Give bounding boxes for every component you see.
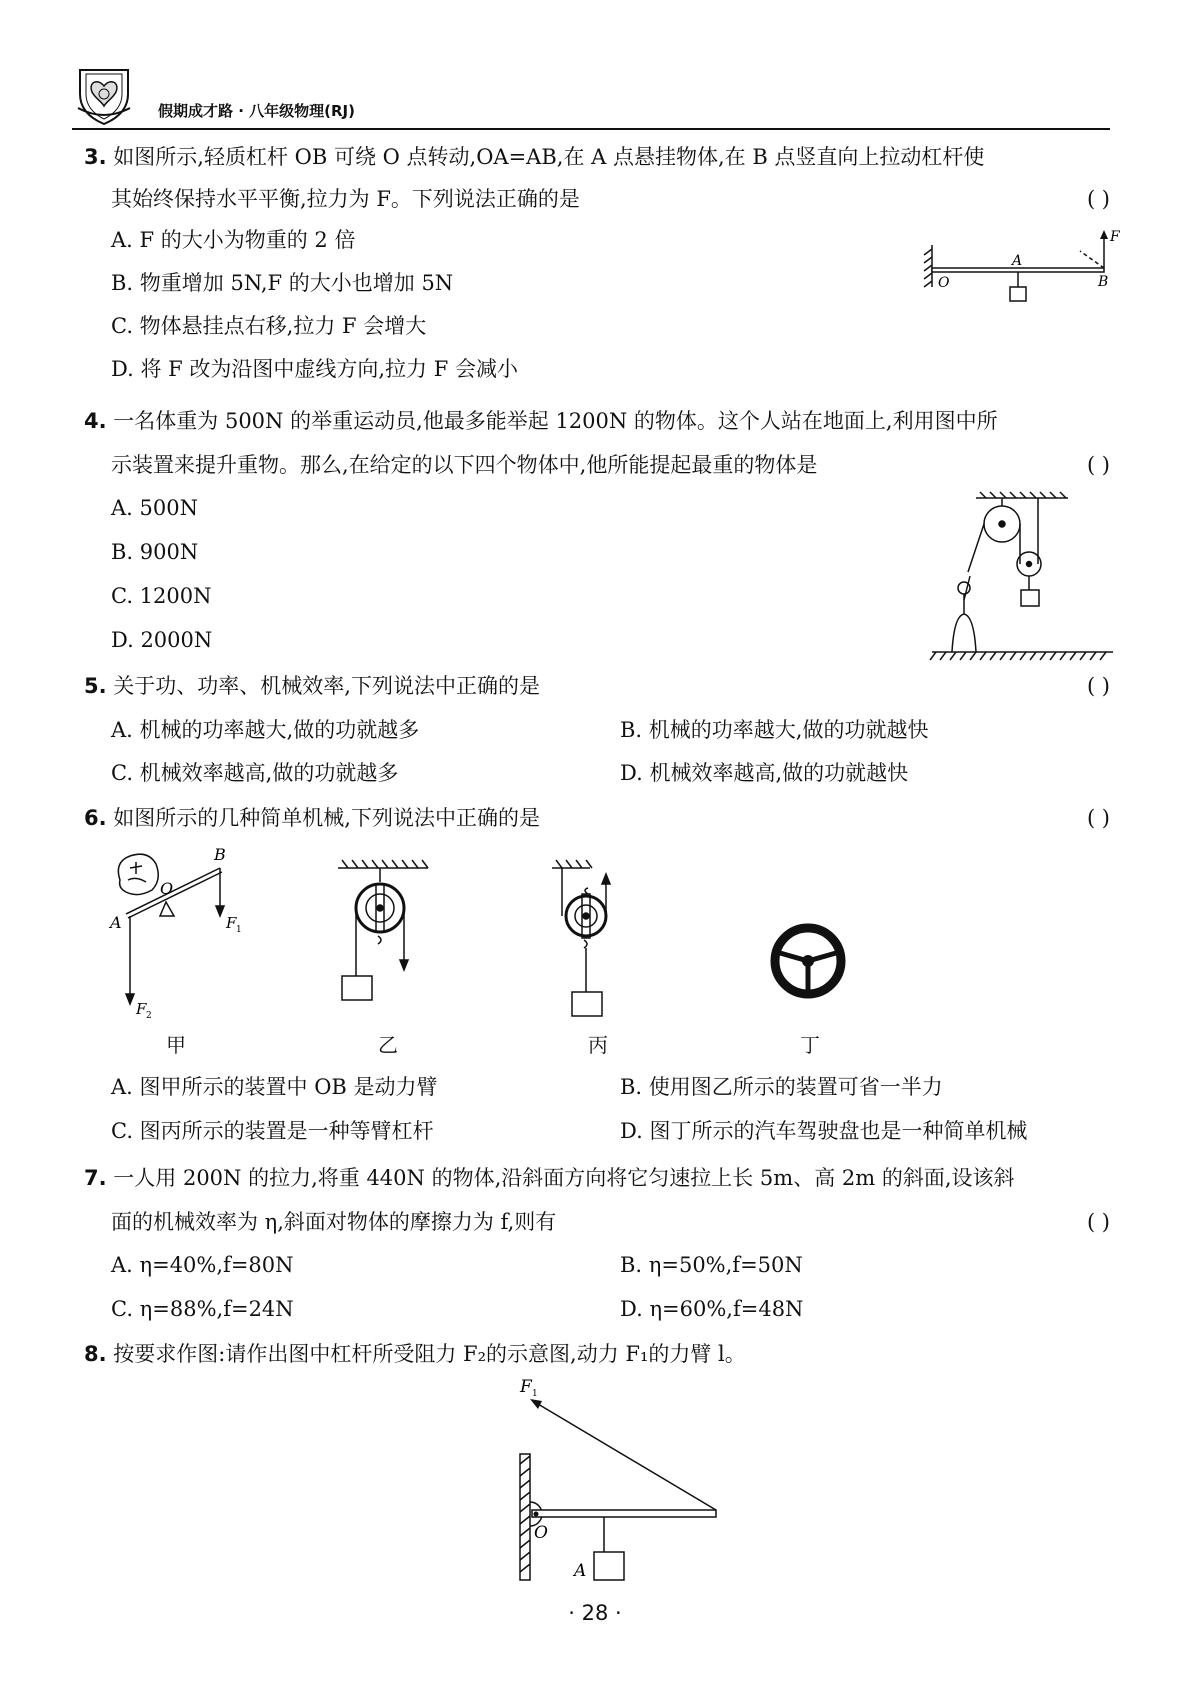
q6-jia-label-o: O [160,879,174,898]
q5-option-b[interactable]: B. 机械的功率越大,做的功就越快 [620,718,929,742]
q6-stem: 如图所示的几种简单机械,下列说法中正确的是 [113,806,540,830]
q6-caption-jia: 甲 [166,1033,186,1057]
q6-figure-bing [548,860,638,1020]
q6-jia-label-a: A [110,913,122,932]
page-header [72,64,1110,128]
q4-pulley-figure [918,492,1118,662]
q6-figure-yi [328,860,438,1010]
q6-jia-label-f1: F [226,914,237,932]
q3-number: 3. [84,145,107,169]
q3-stem1: 如图所示,轻质杠杆 OB 可绕 O 点转动,OA=AB,在 A 点悬挂物体,在 B 点竖直向上拉动杠杆使 [113,145,985,169]
q7-option-b[interactable]: B. η=50%,f=50N [620,1253,803,1277]
q5-option-c[interactable]: C. 机械效率越高,做的功就越多 [111,761,399,785]
q6-caption-ding: 丁 [800,1033,820,1057]
q6-option-c[interactable]: C. 图丙所示的装置是一种等臂杠杆 [111,1119,434,1143]
q7-stem1: 一人用 200N 的拉力,将重 440N 的物体,沿斜面方向将它匀速拉上长 5m、高 2m 的斜面,设该斜 [113,1166,1015,1190]
q5-stem-line [84,674,540,698]
q6-jia-label-f2: F [136,1000,147,1018]
q6-answer-blank[interactable]: ( ) [1086,806,1110,830]
q3-label-o: O [938,275,950,291]
q4-option-a[interactable]: A. 500N [111,496,198,520]
q3-answer-blank[interactable]: ( ) [1086,187,1110,211]
q6-caption-yi: 乙 [378,1033,398,1057]
q4-option-c[interactable]: C. 1200N [111,584,212,608]
q4-number: 4. [84,409,107,433]
q3-option-a[interactable]: A. F 的大小为物重的 2 倍 [111,228,356,252]
q4-option-b[interactable]: B. 900N [111,540,199,564]
q5-option-a[interactable]: A. 机械的功率越大,做的功就越多 [111,718,420,742]
q7-answer-blank[interactable]: ( ) [1086,1210,1110,1234]
q7-stem-line1 [84,1166,1015,1190]
q8-label-a: A [574,1561,587,1581]
q5-stem: 关于功、功率、机械效率,下列说法中正确的是 [113,674,540,698]
q7-option-c[interactable]: C. η=88%,f=24N [111,1297,294,1321]
q8-label-f1-sub: 1 [532,1389,538,1399]
q4-stem1: 一名体重为 500N 的举重运动员,他最多能举起 1200N 的物体。这个人站在地面上,利用图中所 [113,409,998,433]
q8-label-o: O [534,1523,548,1543]
q6-caption-bing: 丙 [588,1033,608,1057]
page-number: · 28 · [568,1601,622,1625]
q6-figure-ding-steering-wheel [770,923,846,999]
q6-number: 6. [84,806,107,830]
q4-stem2: 示装置来提升重物。那么,在给定的以下四个物体中,他所能提起最重的物体是 [111,453,818,477]
q3-option-d[interactable]: D. 将 F 改为沿图中虚线方向,拉力 F 会减小 [111,357,518,381]
q6-jia-label-f1-sub: 1 [236,925,242,935]
q3-label-f: F [1110,229,1120,245]
q3-stem2: 其始终保持水平平衡,拉力为 F。下列说法正确的是 [111,187,580,211]
q4-stem-line1 [84,409,998,433]
q6-stem-line [84,806,540,830]
header-title: 假期成才路 · 八年级物理(RJ) [158,102,355,120]
q4-option-d[interactable]: D. 2000N [111,628,213,652]
q8-number: 8. [84,1342,107,1366]
q6-option-a[interactable]: A. 图甲所示的装置中 OB 是动力臂 [111,1075,438,1099]
q3-stem-line1 [84,145,984,169]
q3-option-b[interactable]: B. 物重增加 5N,F 的大小也增加 5N [111,271,454,295]
q7-stem2: 面的机械效率为 η,斜面对物体的摩擦力为 f,则有 [111,1210,557,1234]
q3-lever-figure [918,225,1118,310]
q7-option-a[interactable]: A. η=40%,f=80N [111,1253,294,1277]
q3-label-a: A [1012,253,1023,269]
q7-number: 7. [84,1166,107,1190]
q3-option-c[interactable]: C. 物体悬挂点右移,拉力 F 会增大 [111,314,427,338]
school-crest-logo [72,64,136,128]
q4-answer-blank[interactable]: ( ) [1086,453,1110,477]
header-divider [72,128,1110,130]
q5-answer-blank[interactable]: ( ) [1086,674,1110,698]
q5-option-d[interactable]: D. 机械效率越高,做的功就越快 [620,761,909,785]
q6-figure-jia [108,846,268,1021]
q6-jia-label-f2-sub: 2 [146,1011,152,1021]
q6-option-b[interactable]: B. 使用图乙所示的装置可省一半力 [620,1075,943,1099]
q6-option-d[interactable]: D. 图丁所示的汽车驾驶盘也是一种简单机械 [620,1119,1028,1143]
q7-option-d[interactable]: D. η=60%,f=48N [620,1297,804,1321]
q5-number: 5. [84,674,107,698]
q3-label-b: B [1098,274,1109,290]
q8-label-f1: F [520,1377,532,1397]
q8-lever-figure [510,1377,720,1590]
q8-stem: 按要求作图:请作出图中杠杆所受阻力 F₂的示意图,动力 F₁的力臂 l。 [113,1342,746,1366]
q6-jia-label-b: B [214,845,226,864]
q8-stem-line [84,1342,746,1366]
